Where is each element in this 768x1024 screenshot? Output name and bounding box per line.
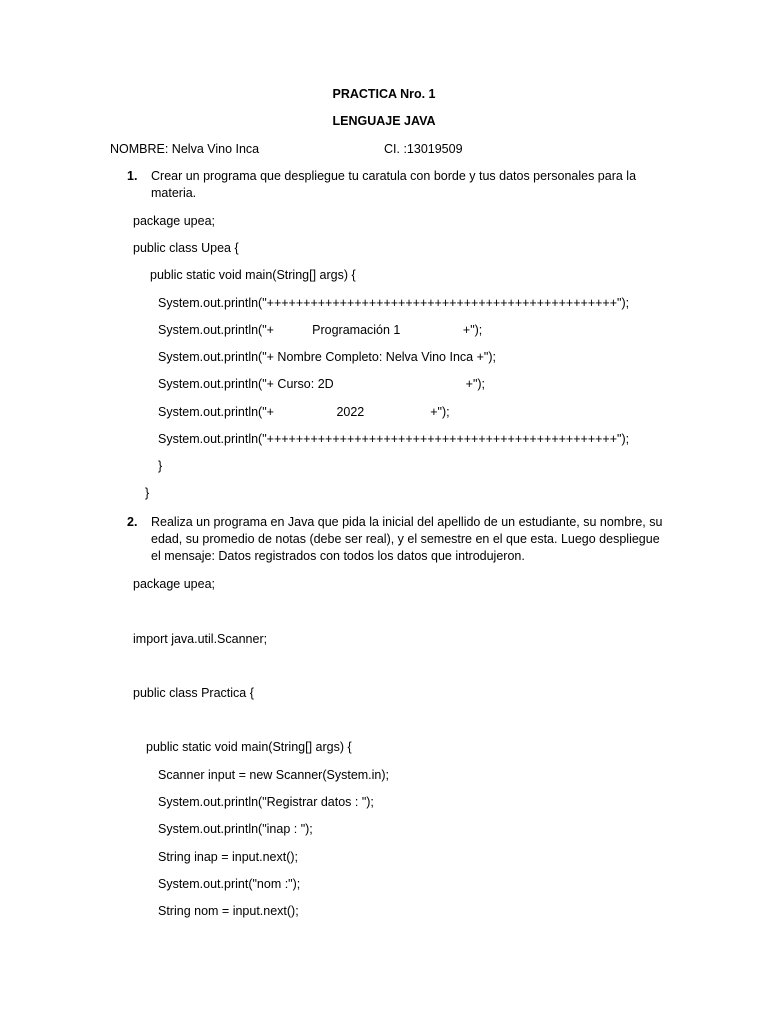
item-1-text: Crear un programa que despliegue tu caratula con borde y tus datos personales para la materia. xyxy=(151,169,637,200)
document-subtitle: LENGUAJE JAVA xyxy=(332,114,436,128)
code-line: public static void main(String[] args) { xyxy=(150,268,356,282)
code-line: System.out.println("++++++++++++++++++++++++++++++++++++++++++++++++"); xyxy=(158,296,630,310)
code-line: package upea; xyxy=(133,214,216,228)
code-line: import java.util.Scanner; xyxy=(133,632,268,646)
item-2-number: 2. xyxy=(127,515,138,529)
student-name: NOMBRE: Nelva Vino Inca xyxy=(110,142,260,156)
code-line: System.out.println("inap : "); xyxy=(158,822,313,836)
document-title: PRACTICA Nro. 1 xyxy=(332,87,436,101)
code-line: public static void main(String[] args) { xyxy=(146,740,352,754)
code-line: System.out.print("nom :"); xyxy=(158,877,301,891)
item-2-text: Realiza un programa en Java que pida la inicial del apellido de un estudiante, su nombre, su edad, su promedio de notas (debe ser real), y el semestre en el que esta. Luego despliegue el mensaje: Datos registrados con todos los datos que introdujeron. xyxy=(151,515,663,563)
code-line: } xyxy=(145,486,150,500)
code-line: String nom = input.next(); xyxy=(158,904,299,918)
code-line: System.out.println("++++++++++++++++++++++++++++++++++++++++++++++++"); xyxy=(158,432,630,446)
code-line: } xyxy=(158,459,163,473)
code-line: package upea; xyxy=(133,577,216,591)
code-line: System.out.println("Registrar datos : "); xyxy=(158,795,374,809)
code-line: String inap = input.next(); xyxy=(158,850,299,864)
student-ci: CI. :13019509 xyxy=(384,142,463,156)
code-line: System.out.println("+ Programación 1 +"); xyxy=(158,323,483,337)
code-line: System.out.println("+ Curso: 2D +"); xyxy=(158,377,486,391)
code-line: System.out.println("+ 2022 +"); xyxy=(158,405,450,419)
code-line: Scanner input = new Scanner(System.in); xyxy=(158,768,390,782)
code-line: System.out.println("+ Nombre Completo: Nelva Vino Inca +"); xyxy=(158,350,496,364)
code-line: public class Upea { xyxy=(133,241,239,255)
item-1-number: 1. xyxy=(127,169,138,183)
code-line: public class Practica { xyxy=(133,686,254,700)
